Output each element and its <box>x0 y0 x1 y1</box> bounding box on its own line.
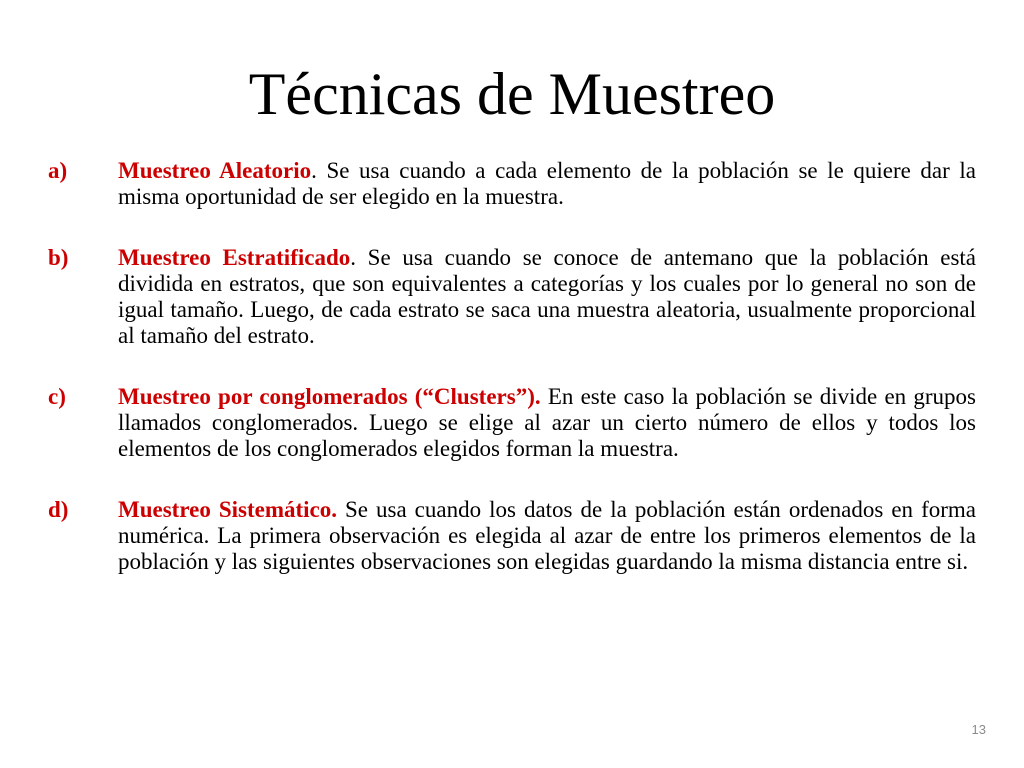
item-letter: d) <box>48 497 69 522</box>
item-term: Muestreo Estratificado <box>118 245 351 270</box>
item-term-punct: . <box>311 158 317 183</box>
item-letter: a) <box>48 158 68 183</box>
item-text: Se usa cuando los datos de la población están ordenados en forma numérica. La primera observación es elegida al azar de entre los primeros elementos de la población y las siguientes observaciones son elegidas guardando la misma distancia entre si. <box>118 497 976 574</box>
item-term: Muestreo Aleatorio <box>118 158 312 183</box>
slide-title: Técnicas de Muestreo <box>248 61 776 127</box>
item-term: Muestreo Sistemático. <box>118 497 337 522</box>
item-letter: b) <box>48 245 69 270</box>
item-text: Se usa cuando a cada elemento de la población se le quiere dar la misma oportunidad de ser elegido en la muestra. <box>118 158 976 209</box>
list-item-conglomerados <box>48 384 976 462</box>
list-item-aleatorio <box>48 158 976 210</box>
sampling-techniques-list <box>48 158 976 575</box>
item-text: Se usa cuando se conoce de antemano que la población está dividida en estratos, que son equivalentes a categorías y los cuales por lo general no son de igual tamaño. Luego, de cada estrato se saca una muestra aleatoria, usualmente proporcional al tamaño del estrato. <box>118 245 976 348</box>
list-item-sistematico <box>48 497 976 575</box>
item-letter: c) <box>48 384 66 409</box>
list-item-estratificado <box>48 245 976 349</box>
item-term-punct: . <box>350 245 356 270</box>
item-text: En este caso la población se divide en grupos llamados conglomerados. Luego se elige al azar un cierto número de ellos y todos los elementos de los conglomerados elegidos forman la muestra. <box>118 384 977 461</box>
slide-number: 13 <box>971 722 986 737</box>
item-term: Muestreo por conglomerados (“Clusters”). <box>118 384 541 409</box>
